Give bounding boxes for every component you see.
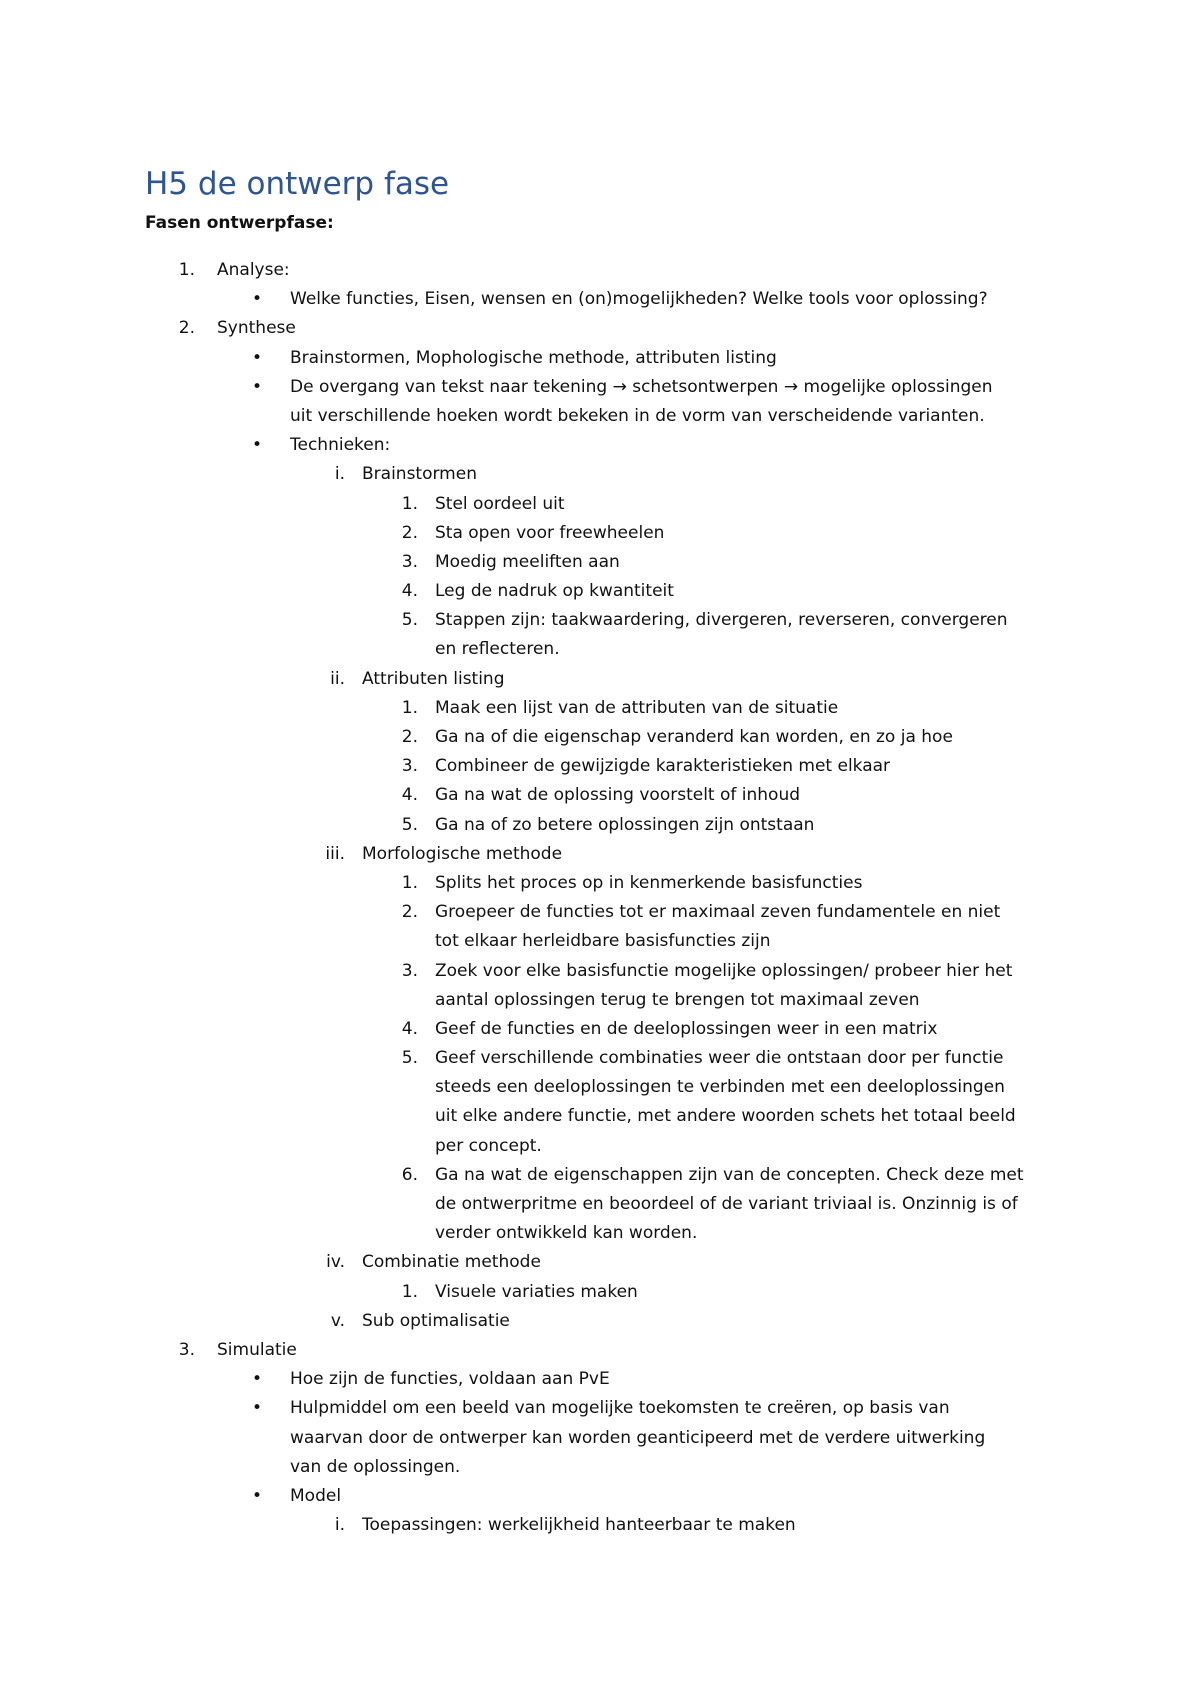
list-item	[0, 869, 1200, 898]
bullet-icon: •	[251, 1369, 263, 1390]
list-item-text: Combinatie methode	[362, 1252, 541, 1273]
list-item	[0, 314, 1200, 343]
list-marker: 5.	[401, 814, 418, 835]
list-marker: i.	[334, 1515, 345, 1536]
list-marker: 2.	[401, 522, 418, 543]
list-item-text: Attributen listing	[362, 668, 505, 689]
list-item-text: Simulatie	[217, 1339, 297, 1360]
list-item-text: Brainstormen	[362, 464, 477, 485]
list-marker: 5.	[401, 1048, 418, 1069]
list-item	[0, 1307, 1200, 1336]
list-item	[0, 373, 1200, 402]
list-item-text: Leg de nadruk op kwantiteit	[435, 581, 674, 602]
list-item-text: Ga na wat de eigenschappen zijn van de concepten. Check deze met	[435, 1164, 1024, 1185]
list-item	[0, 460, 1200, 489]
list-item	[0, 431, 1200, 460]
list-item-text: tot elkaar herleidbare basisfuncties zijn	[435, 931, 771, 952]
list-marker: 2.	[178, 318, 195, 339]
list-marker: 3.	[401, 551, 418, 572]
list-item	[0, 285, 1200, 314]
list-marker: v.	[330, 1310, 345, 1331]
list-item-text: van de oplossingen.	[290, 1456, 461, 1477]
list-marker: 6.	[401, 1164, 418, 1185]
list-item	[0, 1511, 1200, 1540]
list-marker: ii.	[330, 668, 345, 689]
bullet-icon: •	[251, 435, 263, 456]
list-marker: 4.	[401, 1018, 418, 1039]
list-item-text: Morfologische methode	[362, 843, 563, 864]
list-item	[0, 723, 1200, 752]
list-item	[0, 1336, 1200, 1365]
bullet-icon: •	[251, 376, 263, 397]
list-item-text: verder ontwikkeld kan worden.	[435, 1223, 698, 1244]
list-item-text: De overgang van tekst naar tekening → schetsontwerpen → mogelijke oplossingen	[290, 376, 993, 397]
list-marker: 1.	[401, 1281, 418, 1302]
bullet-icon: •	[251, 1398, 263, 1419]
list-item	[0, 402, 1200, 431]
list-marker: iii.	[325, 843, 345, 864]
list-item	[0, 635, 1200, 664]
list-item-text: Stel oordeel uit	[435, 493, 565, 514]
list-marker: 1.	[178, 260, 195, 280]
list-marker: 3.	[401, 756, 418, 777]
list-item-text: Sta open voor freewheelen	[435, 522, 665, 543]
list-item-text: Geef verschillende combinaties weer die ontstaan door per functie	[435, 1048, 1004, 1069]
list-item-text: uit elke andere functie, met andere woorden schets het totaal beeld	[435, 1106, 1016, 1127]
list-marker: 2.	[401, 727, 418, 747]
list-item	[0, 1482, 1200, 1511]
bullet-icon: •	[251, 347, 263, 368]
list-marker: 5.	[401, 610, 418, 631]
list-item	[0, 898, 1200, 927]
list-item-text: Geef de functies en de deeloplossingen weer in een matrix	[435, 1018, 938, 1039]
list-item	[0, 1161, 1200, 1190]
list-item-text: Visuele variaties maken	[435, 1281, 638, 1302]
list-item-text: Model	[290, 1485, 342, 1506]
list-item	[0, 1424, 1200, 1453]
list-item-text: Hulpmiddel om een beeld van mogelijke toekomsten te creëren, op basis van	[290, 1398, 950, 1419]
list-item	[0, 1073, 1200, 1102]
list-item-text: aantal oplossingen terug te brengen tot maximaal zeven	[435, 989, 920, 1010]
list-marker: iv.	[326, 1252, 345, 1273]
bullet-icon: •	[251, 289, 263, 310]
list-item-text: Ga na of die eigenschap veranderd kan worden, en zo ja hoe	[435, 727, 953, 747]
list-marker: i.	[334, 464, 345, 485]
list-item	[0, 1015, 1200, 1044]
section-subheading: Fasen ontwerpfase:	[145, 213, 334, 233]
list-item-text: Brainstormen, Mophologische methode, attributen listing	[290, 347, 777, 368]
list-marker: 3.	[401, 960, 418, 981]
list-item	[0, 577, 1200, 606]
list-item	[0, 490, 1200, 519]
list-item	[0, 694, 1200, 723]
list-item	[0, 1132, 1200, 1161]
list-item-text: uit verschillende hoeken wordt bekeken in de vorm van verscheidende varianten.	[290, 405, 985, 426]
list-item	[0, 606, 1200, 635]
list-item	[0, 344, 1200, 373]
list-item	[0, 1190, 1200, 1219]
list-item-text: Stappen zijn: taakwaardering, divergeren, reverseren, convergeren	[435, 610, 1008, 631]
list-item	[0, 840, 1200, 869]
list-item	[0, 1278, 1200, 1307]
list-item-text: Ga na of zo betere oplossingen zijn ontstaan	[435, 814, 815, 835]
bullet-icon: •	[251, 1485, 263, 1506]
list-item-text: Sub optimalisatie	[362, 1310, 510, 1331]
list-item	[0, 1453, 1200, 1482]
list-item	[0, 1219, 1200, 1248]
list-item	[0, 781, 1200, 810]
list-item	[0, 1248, 1200, 1277]
list-marker: 2.	[401, 902, 418, 923]
list-item	[0, 986, 1200, 1015]
list-item-text: Maak een lijst van de attributen van de situatie	[435, 697, 839, 718]
list-item-text: Hoe zijn de functies, voldaan aan PvE	[290, 1369, 610, 1390]
list-item	[0, 1394, 1200, 1423]
list-item-text: Groepeer de functies tot er maximaal zeven fundamentele en niet	[435, 902, 1001, 923]
list-item-text: de ontwerpritme en beoordeel of de variant triviaal is. Onzinnig is of	[435, 1194, 1018, 1214]
page-title: H5 de ontwerp fase	[145, 166, 450, 202]
list-marker: 1.	[401, 697, 418, 718]
list-item	[0, 1102, 1200, 1131]
list-item	[0, 927, 1200, 956]
list-item	[0, 256, 1200, 285]
list-item	[0, 1044, 1200, 1073]
list-marker: 4.	[401, 785, 418, 806]
list-item-text: Welke functies, Eisen, wensen en (on)mogelijkheden? Welke tools voor oplossing?	[290, 289, 988, 310]
list-item-text: en reflecteren.	[435, 639, 560, 660]
list-item-text: steeds een deeloplossingen te verbinden met een deeloplossingen	[435, 1077, 1005, 1098]
list-item-text: Ga na wat de oplossing voorstelt of inhoud	[435, 785, 801, 806]
list-item-text: Zoek voor elke basisfunctie mogelijke oplossingen/ probeer hier het	[435, 960, 1013, 981]
list-item	[0, 811, 1200, 840]
list-item-text: Combineer de gewijzigde karakteristieken met elkaar	[435, 756, 891, 777]
list-item-text: Splits het proces op in kenmerkende basisfuncties	[435, 872, 863, 893]
list-item	[0, 548, 1200, 577]
list-item-text: Moedig meeliften aan	[435, 551, 620, 572]
list-item-text: Analyse:	[217, 260, 290, 280]
list-item	[0, 665, 1200, 694]
list-item-text: Synthese	[217, 318, 296, 339]
list-item	[0, 1365, 1200, 1394]
list-item	[0, 957, 1200, 986]
list-item-text: Toepassingen: werkelijkheid hanteerbaar te maken	[362, 1515, 796, 1536]
outline-list	[0, 256, 1200, 1540]
list-item-text: waarvan door de ontwerper kan worden geanticipeerd met de verdere uitwerking	[290, 1427, 986, 1448]
list-item-text: Technieken:	[290, 435, 391, 456]
list-item-text: per concept.	[435, 1135, 542, 1156]
list-item	[0, 752, 1200, 781]
list-marker: 1.	[401, 493, 418, 514]
list-item	[0, 519, 1200, 548]
list-marker: 3.	[178, 1339, 195, 1360]
list-marker: 1.	[401, 872, 418, 893]
list-marker: 4.	[401, 581, 418, 602]
